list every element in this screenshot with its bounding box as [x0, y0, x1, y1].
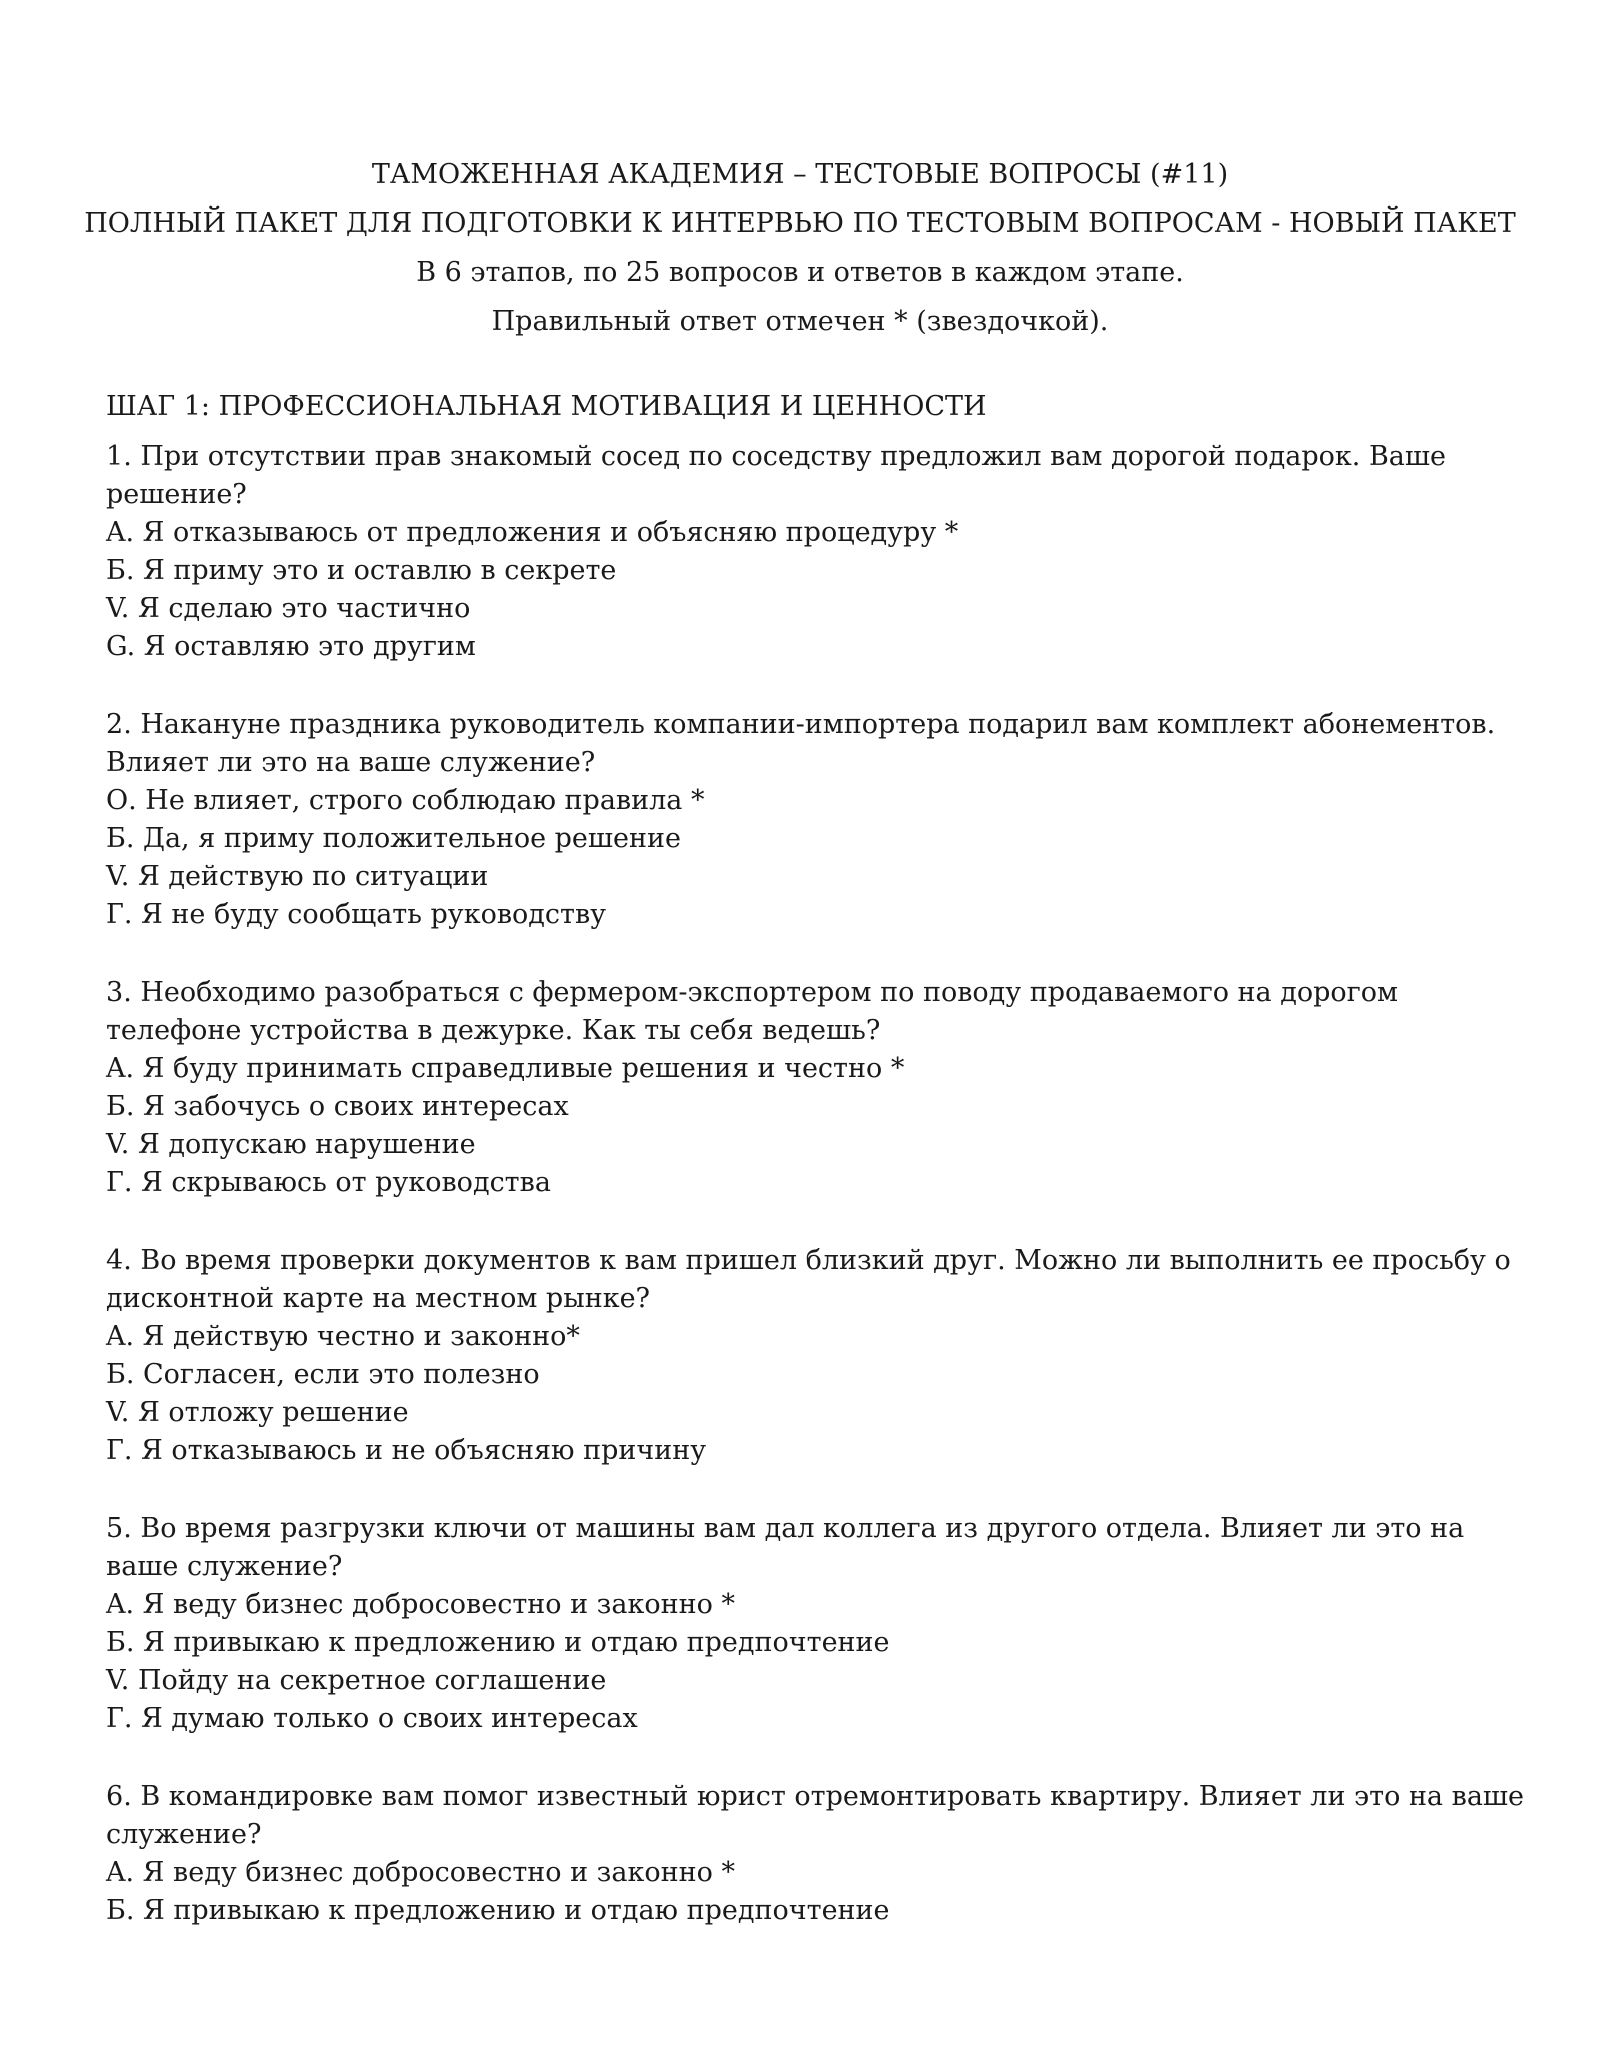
question-item [106, 1242, 1526, 1470]
question-number: 3 . [106, 977, 140, 1008]
answer-option: Б. Я привыкаю к предложению и отдаю предпочтение [106, 1627, 890, 1658]
question-text [106, 1778, 1526, 1854]
answer-option: Б. Да, я приму положительное решение [106, 823, 681, 854]
question-number: 6 . [106, 1781, 140, 1812]
answer-option: Г. Я отказываюсь и не объясняю причину [106, 1435, 707, 1466]
question-text [106, 974, 1526, 1050]
question-item [106, 438, 1526, 666]
question-number: 4 . [106, 1245, 140, 1276]
question-body: Во время проверки документов к вам пришел близкий друг. Можно ли выполнить ее просьбу о дисконтной карте на местном рынке? [106, 1245, 1511, 1314]
answer-option: A. Я действую честно и законно* [106, 1321, 580, 1352]
answer-option: A. Я буду принимать справедливые решения и честно * [106, 1053, 905, 1084]
answer-option: Б. Я привыкаю к предложению и отдаю предпочтение [106, 1895, 890, 1926]
answer-option: Б. Я приму это и оставлю в секрете [106, 555, 617, 586]
question-item [106, 1778, 1526, 1930]
answer-option: A. Я веду бизнес добросовестно и законно * [106, 1857, 735, 1888]
question-text [106, 1242, 1526, 1318]
answer-option: Б. Согласен, если это полезно [106, 1359, 540, 1390]
answer-option: Б. Я забочусь о своих интересах [106, 1091, 569, 1122]
answer-option: V. Я отложу решение [106, 1397, 409, 1428]
question-item [106, 706, 1526, 934]
question-body: При отсутствии прав знакомый сосед по соседству предложил вам дорогой подарок. Ваше решение? [106, 441, 1446, 510]
answer-option: G. Я оставляю это другим [106, 631, 476, 662]
question-list [106, 438, 1526, 1930]
question-text [106, 1510, 1526, 1586]
step-title: ШАГ 1: ПРОФЕССИОНАЛЬНАЯ МОТИВАЦИЯ И ЦЕННОСТИ [106, 391, 987, 422]
question-body: Во время разгрузки ключи от машины вам дал коллега из другого отдела. Влияет ли это на ваше служение? [106, 1513, 1465, 1582]
answer-option: О. Не влияет, строго соблюдаю правила * [106, 785, 705, 816]
document-title: ТАМОЖЕННАЯ АКАДЕМИЯ – ТЕСТОВЫЕ ВОПРОСЫ (#11) [371, 159, 1229, 190]
question-number: 1 . [106, 441, 140, 472]
answer-option: V. Пойду на секретное соглашение [106, 1665, 607, 1696]
answer-option: V. Я сделаю это частично [106, 593, 471, 624]
document-subtitle: ПОЛНЫЙ ПАКЕТ ДЛЯ ПОДГОТОВКИ К ИНТЕРВЬЮ ПО ТЕСТОВЫМ ВОПРОСАМ - НОВЫЙ ПАКЕТ [84, 208, 1516, 239]
answer-key-note: Правильный ответ отмечен * (звездочкой). [491, 306, 1109, 337]
answer-option: V. Я действую по ситуации [106, 861, 489, 892]
document-body [106, 388, 1526, 1970]
question-item [106, 1510, 1526, 1738]
question-number: 2 . [106, 709, 140, 740]
answer-option: Г. Я скрываюсь от руководства [106, 1167, 551, 1198]
answer-option: A. Я отказываюсь от предложения и объясняю процедуру * [106, 517, 959, 548]
document-header [0, 150, 1600, 346]
question-item [106, 974, 1526, 1202]
answer-option: A. Я веду бизнес добросовестно и законно * [106, 1589, 735, 1620]
answer-option: V. Я допускаю нарушение [106, 1129, 476, 1160]
question-body: Накануне праздника руководитель компании-импортера подарил вам комплект абонементов. Влияет ли это на ваше служение? [106, 709, 1496, 778]
answer-option: Г. Я думаю только о своих интересах [106, 1703, 638, 1734]
stages-info: В 6 этапов, по 25 вопросов и ответов в каждом этапе. [416, 257, 1184, 288]
question-text [106, 438, 1526, 514]
question-body: В командировке вам помог известный юрист отремонтировать квартиру. Влияет ли это на ваше служение? [106, 1781, 1524, 1850]
question-number: 5 . [106, 1513, 140, 1544]
answer-option: Г. Я не буду сообщать руководству [106, 899, 607, 930]
question-text [106, 706, 1526, 782]
question-body: Необходимо разобраться с фермером-экспортером по поводу продаваемого на дорогом телефоне устройства в дежурке. Как ты себя ведешь? [106, 977, 1399, 1046]
